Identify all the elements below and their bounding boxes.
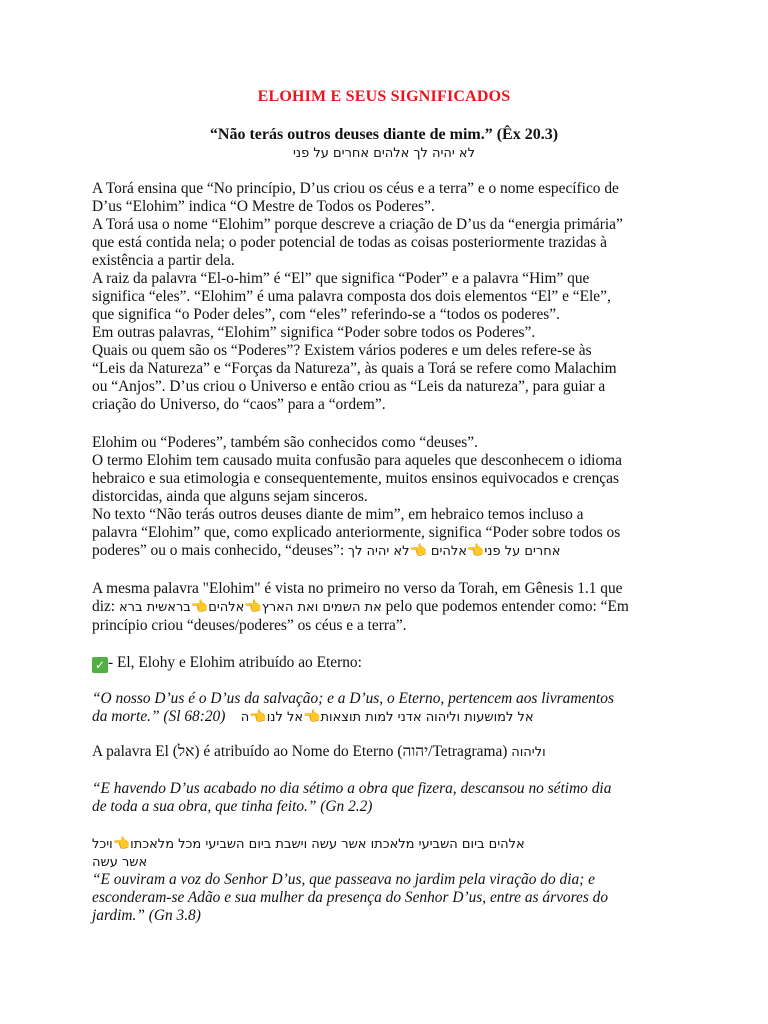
check-mark-button-icon: ✓ xyxy=(92,657,108,673)
text-line: que significa “o Poder deles”, com “eles” referindo-se a “todos os poderes”. xyxy=(92,306,560,323)
hebrew-run: אל לנו xyxy=(266,710,304,725)
section-heading xyxy=(92,654,676,673)
text-line: palavra “Elohim” que, como explicado anteriormente, significa “Poder sobre todos os xyxy=(92,524,621,541)
hebrew-run: אלהים xyxy=(430,544,467,559)
text-line: hebraico e sua etimologia e consequentemente, muitos ensinos equivocados e crenças xyxy=(92,470,619,487)
text-line: ou “Anjos”. D’us criou o Universo e então criou as “Leis da natureza”, para guiar a xyxy=(92,378,606,395)
hebrew-run: ויכל xyxy=(92,837,113,852)
quote-line: jardim.” (Gn 3.8) xyxy=(92,907,201,924)
hebrew-run: ה xyxy=(240,710,250,725)
hebrew-run: לא יהיה לך xyxy=(348,544,410,559)
heading-text: - El, Elohy e Elohim atribuído ao Eterno: xyxy=(108,654,362,671)
hebrew-run: אלהים xyxy=(208,600,245,615)
text-run: poderes” ou o mais conhecido, “deuses”: xyxy=(92,542,348,559)
el-line xyxy=(92,743,676,762)
text-run: A palavra El (אל) é atribuído ao Nome do Eterno (יהוה/Tetragrama) xyxy=(92,743,512,760)
hebrew-gn-2-2 xyxy=(92,835,676,872)
quote-sl-68 xyxy=(92,690,676,727)
quote-text: da morte.” (Sl 68:20) xyxy=(92,708,226,725)
backhand-index-pointing-left-icon: 👈 xyxy=(466,543,485,559)
text-line: distorcidas, ainda que alguns sejam sinceros. xyxy=(92,488,368,505)
text-line: A raiz da palavra “El-o-him” é “El” que significa “Poder” e a palavra “Him” que xyxy=(92,270,590,287)
text-line: A mesma palavra "Elohim" é vista no primeiro no verso da Torah, em Gênesis 1.1 que xyxy=(92,580,623,597)
text-line: “Leis da Natureza” e “Forças da Natureza”, às quais a Torá se refere como Malachim xyxy=(92,360,617,377)
hebrew-run: אל למושעות וליהוה אדני למות תוצאות xyxy=(320,710,534,725)
text-line: princípio criou “deuses/poderes” os céus e a terra”. xyxy=(92,617,407,634)
hebrew-run: אלהים ביום השביעי מלאכתו אשר עשה וישבת ביום השביעי מכל מלאכתו xyxy=(130,837,525,852)
backhand-index-pointing-left-icon: 👈 xyxy=(112,836,131,852)
hebrew-run: וליהוה xyxy=(511,745,546,760)
hebrew-line xyxy=(92,835,676,854)
hebrew-run: את השמים ואת הארץ xyxy=(261,600,382,615)
quote-line: “O nosso D’us é o D’us da salvação; e a D’us, o Eterno, pertencem aos livramentos xyxy=(92,690,614,707)
text-line xyxy=(92,542,676,561)
text-line: A Torá ensina que “No princípio, D’us criou os céus e a terra” e o nome específico de xyxy=(92,180,619,197)
hebrew-run: אחרים על פני xyxy=(484,544,561,559)
text-line xyxy=(92,598,676,617)
text-line: Quais ou quem são os “Poderes”? Existem vários poderes e um deles refere-se às xyxy=(92,342,592,359)
quote-line: esconderam-se Adão e sua mulher da presença do Senhor D’us, entre as árvores do xyxy=(92,889,609,906)
quote-line: de toda a sua obra, que tinha feito.” (Gn 2.2) xyxy=(92,798,373,815)
hebrew-line: אשר עשה xyxy=(92,855,148,870)
quote-line: “E ouviram a voz do Senhor D’us, que passeava no jardim pela viração do dia; e xyxy=(92,871,595,888)
quote-gn-3-8 xyxy=(92,871,676,925)
backhand-index-pointing-left-icon: 👈 xyxy=(409,543,427,559)
quote-line: “E havendo D’us acabado no dia sétimo a obra que fizera, descansou no sétimo dia xyxy=(92,780,612,797)
hebrew-run: בראשית ברא xyxy=(118,600,191,615)
text-line: Em outras palavras, “Elohim” significa “Poder sobre todos os Poderes”. xyxy=(92,324,536,341)
text-line: existência a partir dela. xyxy=(92,252,235,269)
text-run: pelo que podemos entender como: “Em xyxy=(381,598,629,615)
backhand-index-pointing-left-icon: 👈 xyxy=(249,709,267,725)
text-line: O termo Elohim tem causado muita confusão para aqueles que desconhecem o idioma xyxy=(92,452,622,469)
quote-line xyxy=(92,708,676,727)
text-line: criação do Universo, do “caos” para a “ordem”. xyxy=(92,396,386,413)
paragraph-3 xyxy=(92,580,676,635)
text-line: que está contida nela; o poder potencial de todas as coisas posteriormente trazidas à xyxy=(92,234,607,251)
document-title: ELOHIM E SEUS SIGNIFICADOS xyxy=(257,88,511,105)
text-line: No texto “Não terás outros deuses diante de mim”, em hebraico temos incluso a xyxy=(92,506,584,523)
epigraph-hebrew: לא יהיה לך אלהים אחרים על פני xyxy=(293,146,475,161)
text-run: diz: xyxy=(92,598,119,615)
text-line: D’us “Elohim” indica “O Mestre de Todos os Poderes”. xyxy=(92,198,435,215)
epigraph-verse: “Não terás outros deuses diante de mim.” (Êx 20.3) xyxy=(209,126,559,143)
backhand-index-pointing-left-icon: 👈 xyxy=(244,599,262,615)
backhand-index-pointing-left-icon: 👈 xyxy=(303,709,321,725)
text-line: A Torá usa o nome “Elohim” porque descreve a criação de D’us da “energia primária” xyxy=(92,216,623,233)
quote-gn-2-2 xyxy=(92,780,676,816)
text-line: Elohim ou “Poderes”, também são conhecidos como “deuses”. xyxy=(92,434,478,451)
text-line: significa “eles”. “Elohim” é uma palavra composta dos dois elementos “El” e “Ele”, xyxy=(92,288,611,305)
paragraph-2 xyxy=(92,434,676,561)
backhand-index-pointing-left-icon: 👈 xyxy=(190,599,209,615)
paragraph-1 xyxy=(92,180,676,414)
